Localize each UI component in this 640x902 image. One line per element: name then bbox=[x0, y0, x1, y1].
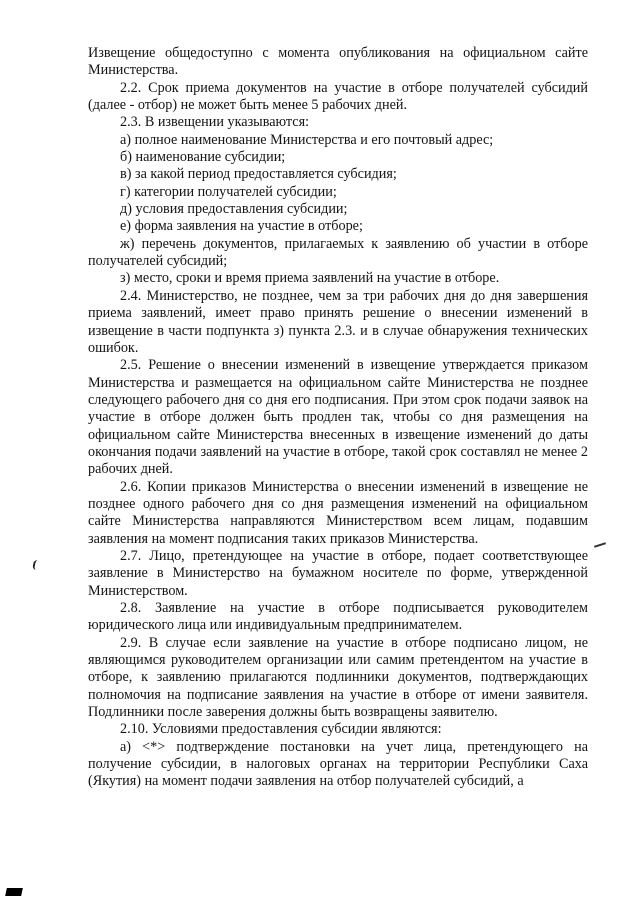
paragraph-2-10-a: а) <*> подтверждение постановки на учет лица, претендующего на получение субсидии, в налоговых органах на территории Республики Саха (Якутия) на момент подачи заявления на отбор получателей субсидий, а bbox=[88, 738, 588, 790]
paragraph-intro: Извещение общедоступно с момента опубликования на официальном сайте Министерства. bbox=[88, 45, 588, 79]
paragraph-2-4: 2.4. Министерство, не позднее, чем за три рабочих дня до дня завершения приема заявлений, имеет право принять решение о внесении изменений в извещение в части подпункта з) пункта 2.3. и в случае обнаружения технических ошибок. bbox=[88, 287, 588, 356]
paragraph-2-6: 2.6. Копии приказов Министерства о внесении изменений в извещение не позднее одного рабочего дня со дня размещения изменений на официальном сайте Министерства направляются Министерством всем лицам, подавшим заявления на момент подписания таких приказов Министерства. bbox=[88, 478, 588, 547]
list-item-d: д) условия предоставления субсидии; bbox=[120, 201, 348, 218]
scan-mark-left bbox=[32, 559, 40, 570]
paragraph-2-10: 2.10. Условиями предоставления субсидии являются: bbox=[120, 721, 442, 738]
list-item-b: б) наименование субсидии; bbox=[120, 149, 286, 166]
list-item-z: з) место, сроки и время приема заявлений на участие в отборе. bbox=[120, 270, 500, 287]
scan-mark-right bbox=[594, 542, 606, 548]
list-item-zh: ж) перечень документов, прилагаемых к заявлению об участии в отборе получателей субсидий; bbox=[88, 235, 588, 270]
list-item-a: а) полное наименование Министерства и его почтовый адрес; bbox=[120, 131, 494, 148]
paragraph-2-5: 2.5. Решение о внесении изменений в извещение утверждается приказом Министерства и размещается на официальном сайте Министерства не позднее следующего рабочего дня со дня его подписания. При этом срок подачи заявок на участие в отборе должен быть продлен так, чтобы со дня размещения на официальном сайте Министерства внесенных в извещение изменений до даты окончания подачи заявлений на участие в отборе, такой срок составлял не менее 2 рабочих дней. bbox=[88, 357, 588, 478]
paragraph-2-2: 2.2. Срок приема документов на участие в отборе получателей субсидий (далее - отбор) не может быть менее 5 рабочих дней. bbox=[88, 79, 588, 114]
paragraph-2-9: 2.9. В случае если заявление на участие в отборе подписано лицом, не являющимся руководителем организации или самим претендентом на участие в отборе, к заявлению прилагаются подлинники документов, подтверждающих полномочия на подписание заявления на участие в отборе от имени заявителя. Подлинники после заверения должны быть возвращены заявителю. bbox=[88, 634, 588, 721]
scan-corner-mark bbox=[5, 888, 23, 896]
list-item-e: е) форма заявления на участие в отборе; bbox=[120, 218, 363, 235]
list-item-g: г) категории получателей субсидии; bbox=[120, 183, 337, 200]
document-body bbox=[88, 45, 588, 791]
list-item-v: в) за какой период предоставляется субсидия; bbox=[120, 166, 397, 183]
paragraph-2-7: 2.7. Лицо, претендующее на участие в отборе, подает соответствующее заявление в Министерство на бумажном носителе по форме, утвержденной Министерством. bbox=[88, 547, 588, 599]
paragraph-2-8: 2.8. Заявление на участие в отборе подписывается руководителем юридического лица или индивидуальным предпринимателем. bbox=[88, 600, 588, 634]
paragraph-2-3: 2.3. В извещении указываются: bbox=[120, 114, 310, 131]
